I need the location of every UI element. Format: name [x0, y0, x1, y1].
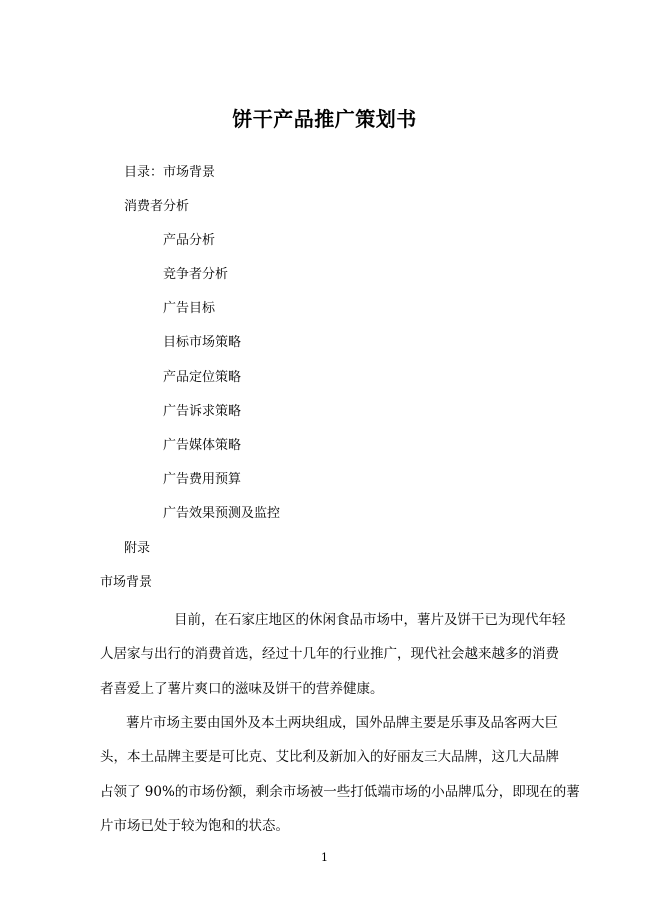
toc-item-target-market-strategy: 目标市场策略 — [163, 335, 242, 350]
toc-item-appeal-strategy: 广告诉求策略 — [163, 404, 242, 419]
document-title: 饼干产品推广策划书 — [232, 107, 417, 131]
toc-item-budget: 广告费用预算 — [163, 472, 242, 487]
toc-item-effect-monitoring: 广告效果预测及监控 — [163, 506, 281, 521]
paragraph-line: 占领了 90%的市场份额，剩余市场被一些打低端市场的小品牌瓜分，即现在的薯 — [100, 784, 580, 800]
toc-item-product-analysis: 产品分析 — [163, 233, 216, 248]
toc-first-line: 目录：市场背景 — [124, 165, 216, 180]
toc-item-consumer-analysis: 消费者分析 — [124, 199, 190, 214]
toc-item-ad-goals: 广告目标 — [163, 301, 216, 316]
paragraph-line: 头，本土品牌主要是可比克、艾比利及新加入的好丽友三大品牌，这几大品牌 — [100, 749, 559, 765]
paragraph-line: 片市场已处于较为饱和的状态。 — [100, 818, 289, 834]
paragraph-line: 者喜爱上了薯片爽口的滋味及饼干的营养健康。 — [100, 681, 384, 697]
section-heading: 市场背景 — [100, 575, 153, 590]
paragraph-line: 薯片市场主要由国外及本土两块组成，国外品牌主要是乐事及品客两大巨 — [126, 715, 558, 731]
toc-item-competitor-analysis: 竞争者分析 — [163, 267, 229, 282]
paragraph-line: 人居家与出行的消费首选，经过十几年的行业推广，现代社会越来越多的消费 — [100, 646, 559, 662]
paragraph-line: 目前，在石家庄地区的休闲食品市场中，薯片及饼干已为现代年轻 — [174, 612, 566, 628]
page-number: 1 — [321, 851, 328, 864]
toc-item-media-strategy: 广告媒体策略 — [163, 438, 242, 453]
toc-appendix: 附录 — [124, 541, 151, 556]
toc-item-positioning-strategy: 产品定位策略 — [163, 370, 242, 385]
